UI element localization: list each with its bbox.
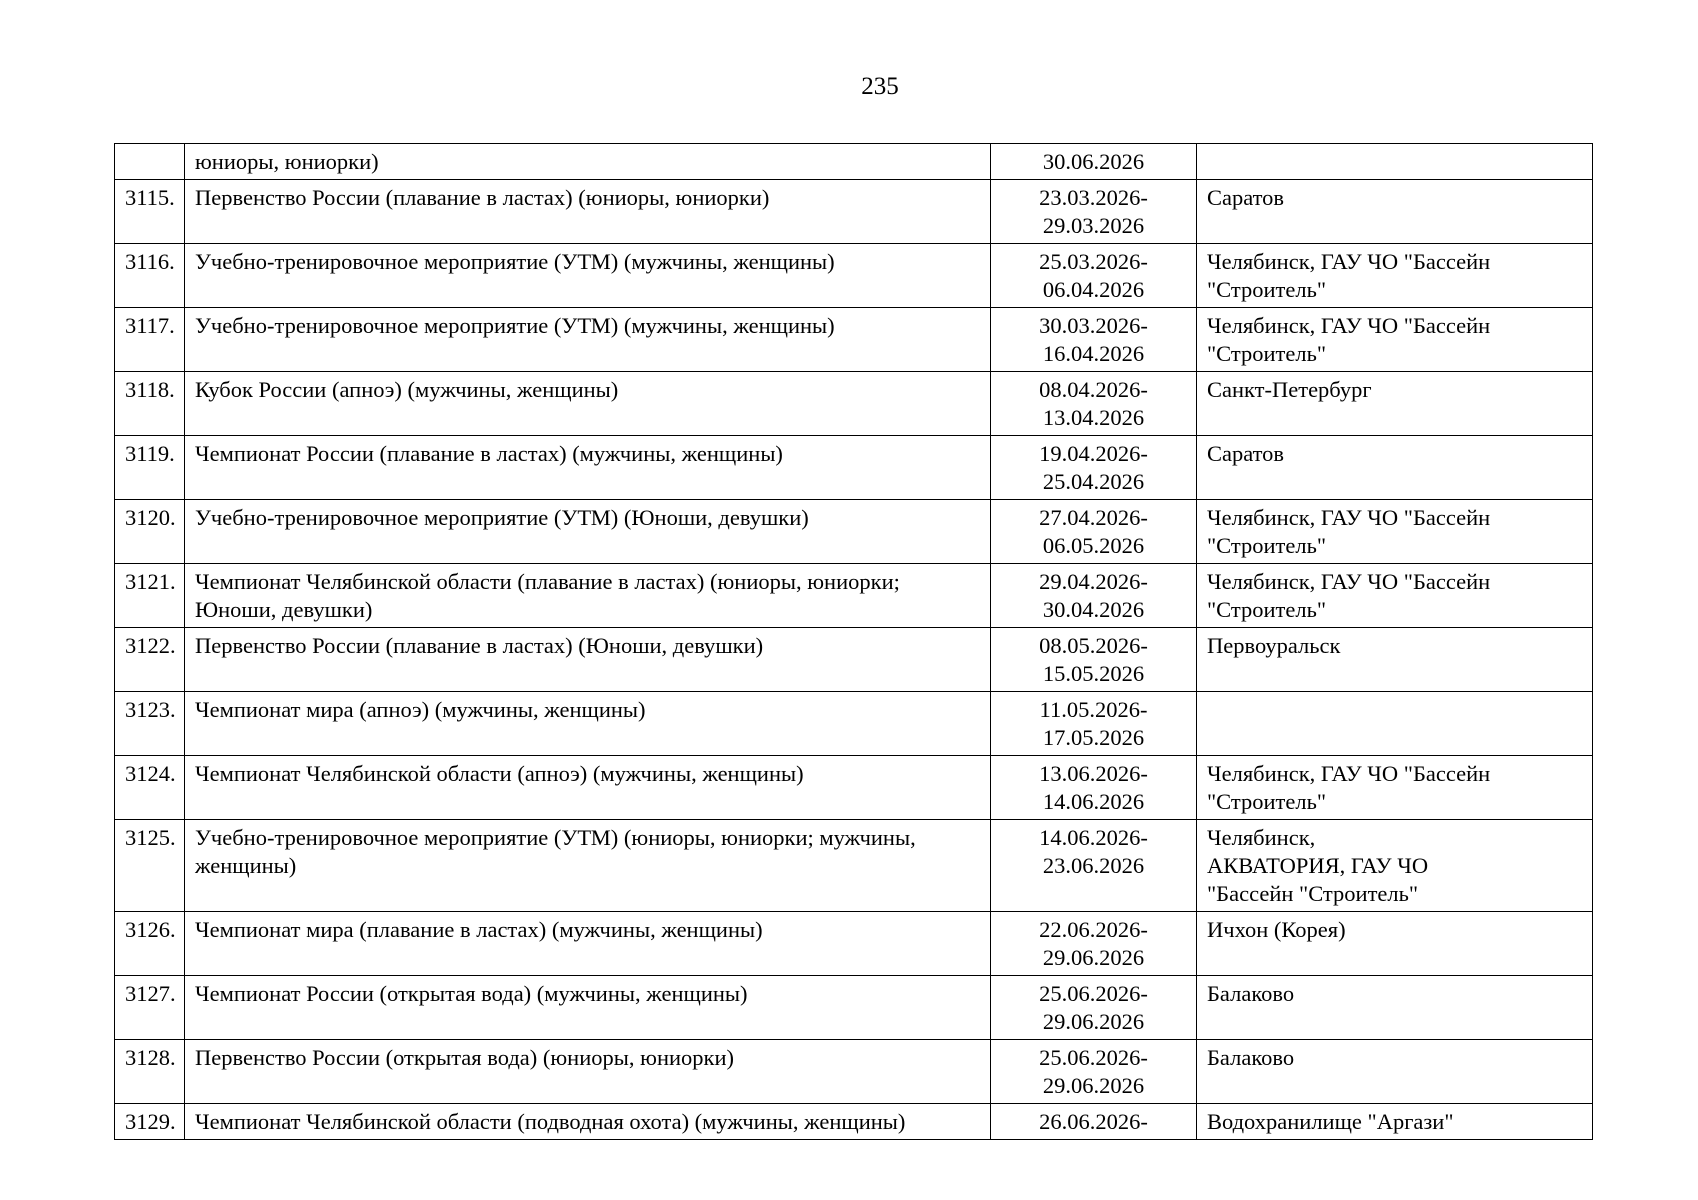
- event-dates: [991, 244, 1197, 308]
- event-dates: [991, 436, 1197, 500]
- place-line: Челябинск, ГАУ ЧО "Бассейн: [1207, 249, 1491, 274]
- date-line: 25.04.2026: [1042, 469, 1145, 494]
- event-name: Первенство России (плавание в ластах) (Юноши, девушки): [185, 628, 991, 692]
- event-name: Чемпионат Челябинской области (подводная охота) (мужчины, женщины): [185, 1104, 991, 1140]
- date-line: 14.06.2026: [1042, 789, 1145, 814]
- place-line: Челябинск, ГАУ ЧО "Бассейн: [1207, 761, 1491, 786]
- place-line: Челябинск,: [1207, 825, 1316, 850]
- table-row: [115, 1040, 1593, 1104]
- event-dates: [991, 976, 1197, 1040]
- place-line: Челябинск, ГАУ ЧО "Бассейн: [1207, 313, 1491, 338]
- table-row: [115, 820, 1593, 912]
- event-place: [1197, 692, 1593, 756]
- event-place: [1197, 1040, 1593, 1104]
- place-line: "Строитель": [1207, 789, 1327, 814]
- table-row: [115, 144, 1593, 180]
- table-row: [115, 372, 1593, 436]
- table-row: [115, 500, 1593, 564]
- row-number: 3127.: [115, 976, 185, 1040]
- row-number: 3129.: [115, 1104, 185, 1140]
- table-row: [115, 436, 1593, 500]
- row-number: 3128.: [115, 1040, 185, 1104]
- table-row: [115, 180, 1593, 244]
- date-line: 19.04.2026-: [1039, 441, 1148, 466]
- event-name: Чемпионат мира (апноэ) (мужчины, женщины): [185, 692, 991, 756]
- table-row: [115, 1104, 1593, 1140]
- row-number: 3117.: [115, 308, 185, 372]
- event-place: [1197, 372, 1593, 436]
- date-line: 13.06.2026-: [1039, 761, 1148, 786]
- place-line: "Строитель": [1207, 533, 1327, 558]
- event-name: Чемпионат Челябинской области (плавание в ластах) (юниоры, юниорки; Юноши, девушки): [185, 564, 991, 628]
- date-line: 11.05.2026-: [1039, 697, 1148, 722]
- date-line: 25.06.2026-: [1039, 1045, 1148, 1070]
- place-line: Балаково: [1207, 1045, 1295, 1070]
- row-number: 3121.: [115, 564, 185, 628]
- event-name: Чемпионат России (плавание в ластах) (мужчины, женщины): [185, 436, 991, 500]
- row-number: 3123.: [115, 692, 185, 756]
- date-line: 29.06.2026: [1042, 1009, 1145, 1034]
- event-place: [1197, 436, 1593, 500]
- date-line: 25.03.2026-: [1039, 249, 1148, 274]
- event-dates: [991, 564, 1197, 628]
- date-line: 23.06.2026: [1042, 853, 1145, 878]
- table-row: [115, 912, 1593, 976]
- event-dates: [991, 912, 1197, 976]
- date-line: 06.05.2026: [1042, 533, 1145, 558]
- event-place: [1197, 628, 1593, 692]
- event-place: [1197, 180, 1593, 244]
- row-number: 3122.: [115, 628, 185, 692]
- event-name: Учебно-тренировочное мероприятие (УТМ) (юниоры, юниорки; мужчины, женщины): [185, 820, 991, 912]
- place-line: АКВАТОРИЯ, ГАУ ЧО: [1207, 853, 1429, 878]
- table-row: [115, 976, 1593, 1040]
- events-table: [114, 143, 1593, 1140]
- row-number: 3119.: [115, 436, 185, 500]
- table-row: [115, 244, 1593, 308]
- place-line: "Бассейн "Строитель": [1207, 881, 1419, 906]
- date-line: 26.06.2026-: [1039, 1109, 1148, 1134]
- date-line: 22.06.2026-: [1039, 917, 1148, 942]
- event-name: Чемпионат Челябинской области (апноэ) (мужчины, женщины): [185, 756, 991, 820]
- date-line: 30.04.2026: [1042, 597, 1145, 622]
- event-dates: [991, 372, 1197, 436]
- event-place: [1197, 500, 1593, 564]
- date-line: 08.04.2026-: [1039, 377, 1148, 402]
- event-dates: [991, 180, 1197, 244]
- row-number: 3126.: [115, 912, 185, 976]
- event-dates: [991, 1040, 1197, 1104]
- event-dates: [991, 144, 1197, 180]
- place-line: Первоуральск: [1207, 633, 1341, 658]
- event-place: [1197, 912, 1593, 976]
- place-line: Санкт-Петербург: [1207, 377, 1372, 402]
- place-line: Ичхон (Корея): [1207, 917, 1346, 942]
- event-dates: [991, 1104, 1197, 1140]
- date-line: 30.03.2026-: [1039, 313, 1148, 338]
- place-line: Челябинск, ГАУ ЧО "Бассейн: [1207, 505, 1491, 530]
- date-line: 14.06.2026-: [1039, 825, 1148, 850]
- date-line: 08.05.2026-: [1039, 633, 1148, 658]
- row-number: 3125.: [115, 820, 185, 912]
- events-table-body: [115, 144, 1593, 1140]
- event-name: юниоры, юниорки): [185, 144, 991, 180]
- table-row: [115, 692, 1593, 756]
- event-place: [1197, 976, 1593, 1040]
- table-row: [115, 756, 1593, 820]
- date-line: 25.06.2026-: [1039, 981, 1148, 1006]
- event-name: Первенство России (плавание в ластах) (юниоры, юниорки): [185, 180, 991, 244]
- event-name: Учебно-тренировочное мероприятие (УТМ) (Юноши, девушки): [185, 500, 991, 564]
- event-name: Первенство России (открытая вода) (юниоры, юниорки): [185, 1040, 991, 1104]
- event-place: [1197, 144, 1593, 180]
- event-name: Чемпионат России (открытая вода) (мужчины, женщины): [185, 976, 991, 1040]
- event-dates: [991, 628, 1197, 692]
- table-row: [115, 564, 1593, 628]
- place-line: Челябинск, ГАУ ЧО "Бассейн: [1207, 569, 1491, 594]
- event-name: Чемпионат мира (плавание в ластах) (мужчины, женщины): [185, 912, 991, 976]
- event-dates: [991, 500, 1197, 564]
- place-line: Саратов: [1207, 441, 1285, 466]
- row-number: 3120.: [115, 500, 185, 564]
- event-dates: [991, 820, 1197, 912]
- row-number: 3115.: [115, 180, 185, 244]
- event-name: Учебно-тренировочное мероприятие (УТМ) (мужчины, женщины): [185, 308, 991, 372]
- event-name: Учебно-тренировочное мероприятие (УТМ) (мужчины, женщины): [185, 244, 991, 308]
- event-dates: [991, 756, 1197, 820]
- table-row: [115, 628, 1593, 692]
- date-line: 13.04.2026: [1042, 405, 1145, 430]
- date-line: 29.03.2026: [1042, 213, 1145, 238]
- date-line: 29.06.2026: [1042, 945, 1145, 970]
- date-line: 06.04.2026: [1042, 277, 1145, 302]
- event-dates: [991, 308, 1197, 372]
- event-place: [1197, 244, 1593, 308]
- date-line: 27.04.2026-: [1039, 505, 1148, 530]
- place-line: Водохранилище "Аргази": [1207, 1109, 1454, 1134]
- date-line: 16.04.2026: [1042, 341, 1145, 366]
- row-number: 3116.: [115, 244, 185, 308]
- date-line: 29.06.2026: [1042, 1073, 1145, 1098]
- place-line: "Строитель": [1207, 277, 1327, 302]
- row-number: 3124.: [115, 756, 185, 820]
- place-line: "Строитель": [1207, 597, 1327, 622]
- place-line: "Строитель": [1207, 341, 1327, 366]
- event-place: [1197, 1104, 1593, 1140]
- date-line: 23.03.2026-: [1039, 185, 1148, 210]
- event-place: [1197, 820, 1593, 912]
- place-line: Балаково: [1207, 981, 1295, 1006]
- row-number: [115, 144, 185, 180]
- event-place: [1197, 308, 1593, 372]
- date-line: 17.05.2026: [1042, 725, 1145, 750]
- event-name: Кубок России (апноэ) (мужчины, женщины): [185, 372, 991, 436]
- event-place: [1197, 564, 1593, 628]
- place-line: Саратов: [1207, 185, 1285, 210]
- row-number: 3118.: [115, 372, 185, 436]
- page-number: 235: [861, 73, 899, 100]
- date-line: 30.06.2026: [1042, 149, 1145, 174]
- table-row: [115, 308, 1593, 372]
- event-dates: [991, 692, 1197, 756]
- event-place: [1197, 756, 1593, 820]
- date-line: 15.05.2026: [1042, 661, 1145, 686]
- date-line: 29.04.2026-: [1039, 569, 1148, 594]
